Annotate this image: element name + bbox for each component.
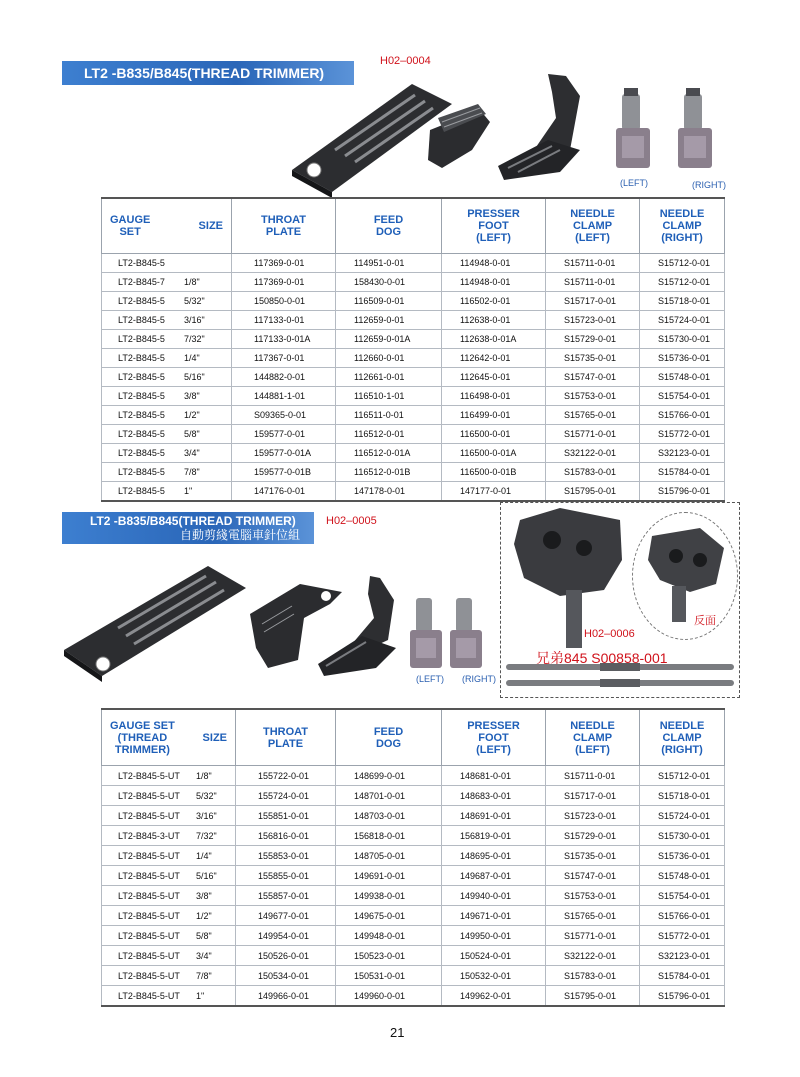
needle-clamp-right-cell: S15796-0-01 xyxy=(640,986,725,1007)
header-gauge-set-size xyxy=(102,709,236,766)
table-row xyxy=(102,986,725,1007)
throat-plate-cell: 155855-0-01 xyxy=(236,866,336,886)
feed-dog-cell: 114951-0-01 xyxy=(336,254,442,273)
gauge-set-cell xyxy=(102,946,236,966)
gauge-set-value: LT2-B845-3-UT xyxy=(118,830,180,841)
feed-dog-cell: 149675-0-01 xyxy=(336,906,442,926)
header-gauge-set: GAUGE SET xyxy=(110,214,151,238)
throat-plate-cell: 117369-0-01 xyxy=(232,273,336,292)
needle-clamp-left-cell: S15765-0-01 xyxy=(546,406,640,425)
needle-clamp-left-cell: S15735-0-01 xyxy=(546,349,640,368)
gauge-set-value: LT2-B845-5-UT xyxy=(118,930,180,941)
presser-foot-cell: 148695-0-01 xyxy=(442,846,546,866)
header-needle-clamp-right: NEEDLE CLAMP (RIGHT) xyxy=(640,198,725,254)
section2-banner-title: LT2 -B835/B845(THREAD TRIMMER) xyxy=(90,514,296,528)
gauge-set-value: LT2-B845-5-UT xyxy=(118,910,180,921)
feed-dog-cell: 112659-0-01 xyxy=(336,311,442,330)
size-value: 5/8" xyxy=(196,930,212,941)
needle-clamp-left-cell: S32122-0-01 xyxy=(546,946,640,966)
needle-clamp-right-cell: S15718-0-01 xyxy=(640,786,725,806)
feed-dog-cell: 149938-0-01 xyxy=(336,886,442,906)
table-row xyxy=(102,946,725,966)
feed-dog-cell: 116512-0-01B xyxy=(336,463,442,482)
needle-clamp-left-cell: S15747-0-01 xyxy=(546,368,640,387)
gauge-set-value: LT2-B845-5 xyxy=(118,391,165,401)
table-row xyxy=(102,786,725,806)
gauge-set-value: LT2-B845-5 xyxy=(118,258,165,268)
header-gauge-set: GAUGE SET (THREAD TRIMMER) xyxy=(110,719,175,756)
feed-dog-cell: 147178-0-01 xyxy=(336,482,442,502)
size-value: 1/4" xyxy=(196,850,212,861)
feed-dog-cell: 116510-1-01 xyxy=(336,387,442,406)
gauge-set-value: LT2-B845-5 xyxy=(118,353,165,363)
needle-clamp-right-image-2 xyxy=(450,598,482,668)
throat-plate-cell: 155857-0-01 xyxy=(236,886,336,906)
presser-foot-cell: 148691-0-01 xyxy=(442,806,546,826)
needle-clamp-left-cell: S15723-0-01 xyxy=(546,311,640,330)
table-row xyxy=(102,926,725,946)
gauge-set-value: LT2-B845-5 xyxy=(118,315,165,325)
size-value: 7/8" xyxy=(184,467,200,477)
feed-dog-cell: 148699-0-01 xyxy=(336,766,442,786)
needle-clamp-left-cell: S15783-0-01 xyxy=(546,966,640,986)
feed-dog-cell: 112661-0-01 xyxy=(336,368,442,387)
gauge-set-value: LT2-B845-5-UT xyxy=(118,970,180,981)
gauge-set-value: LT2-B845-5 xyxy=(118,372,165,382)
size-value: 7/32" xyxy=(184,334,205,344)
size-value: 3/8" xyxy=(184,391,200,401)
section2-spec-table xyxy=(101,708,725,1007)
throat-plate-cell: 150534-0-01 xyxy=(236,966,336,986)
feed-dog-cell: 116512-0-01A xyxy=(336,444,442,463)
needle-clamp-right-cell: S15766-0-01 xyxy=(640,906,725,926)
throat-plate-cell: 117133-0-01 xyxy=(232,311,336,330)
inset-part-code: H02–0006 xyxy=(584,628,635,640)
needle-clamp-right-cell: S32123-0-01 xyxy=(640,946,725,966)
gauge-set-value: LT2-B845-5 xyxy=(118,334,165,344)
gauge-set-value: LT2-B845-5 xyxy=(118,486,165,496)
throat-plate-cell: 144881-1-01 xyxy=(232,387,336,406)
needle-clamp-left-cell: S15795-0-01 xyxy=(546,482,640,502)
gauge-set-value: LT2-B845-5 xyxy=(118,448,165,458)
presser-foot-cell: 156819-0-01 xyxy=(442,826,546,846)
needle-clamp-left-cell: S15747-0-01 xyxy=(546,866,640,886)
presser-foot-cell: 112638-0-01 xyxy=(442,311,546,330)
needle-clamp-right-cell: S15736-0-01 xyxy=(640,349,725,368)
needle-clamp-left-cell: S15753-0-01 xyxy=(546,387,640,406)
presser-foot-cell: 149940-0-01 xyxy=(442,886,546,906)
gauge-set-cell xyxy=(102,866,236,886)
needle-clamp-right-cell: S32123-0-01 xyxy=(640,444,725,463)
needle-clamp-left-cell: S15753-0-01 xyxy=(546,886,640,906)
needle-clamp-right-cell: S15712-0-01 xyxy=(640,766,725,786)
size-value: 7/32" xyxy=(196,830,217,841)
feed-dog-cell: 148705-0-01 xyxy=(336,846,442,866)
needle-clamp-right-cell: S15772-0-01 xyxy=(640,425,725,444)
presser-foot-cell: 116502-0-01 xyxy=(442,292,546,311)
throat-plate-cell: 155724-0-01 xyxy=(236,786,336,806)
table-row xyxy=(102,806,725,826)
gauge-set-cell xyxy=(102,966,236,986)
needle-clamp-left-cell: S15795-0-01 xyxy=(546,986,640,1007)
throat-plate-cell: 155851-0-01 xyxy=(236,806,336,826)
needle-clamp-right-cell: S15730-0-01 xyxy=(640,330,725,349)
size-value: 3/8" xyxy=(196,890,212,901)
needle-clamp-right-cell: S15754-0-01 xyxy=(640,387,725,406)
gauge-set-cell xyxy=(102,906,236,926)
header-throat-plate: THROAT PLATE xyxy=(232,198,336,254)
throat-plate-cell: 150850-0-01 xyxy=(232,292,336,311)
throat-plate-cell: 149966-0-01 xyxy=(236,986,336,1007)
gauge-set-cell xyxy=(102,766,236,786)
needle-clamp-right-cell: S15772-0-01 xyxy=(640,926,725,946)
needle-clamp-left-cell: S15717-0-01 xyxy=(546,292,640,311)
size-value: 1/4" xyxy=(184,353,200,363)
feed-dog-cell: 116511-0-01 xyxy=(336,406,442,425)
needle-clamp-left-cell: S15783-0-01 xyxy=(546,463,640,482)
presser-foot-cell: 149671-0-01 xyxy=(442,906,546,926)
needle-clamp-right-cell: S15730-0-01 xyxy=(640,826,725,846)
feed-dog-image-2 xyxy=(250,584,342,668)
needle-clamp-left-cell: S15717-0-01 xyxy=(546,786,640,806)
presser-foot-cell: 116500-0-01A xyxy=(442,444,546,463)
size-value: 5/32" xyxy=(196,790,217,801)
gauge-set-cell xyxy=(102,986,236,1007)
section2-caption-left: (LEFT) xyxy=(416,674,444,684)
header-size: SIZE xyxy=(202,731,227,744)
page-number: 21 xyxy=(390,1025,405,1040)
header-feed-dog: FEED DOG xyxy=(336,198,442,254)
header-throat-plate: THROAT PLATE xyxy=(236,709,336,766)
table-row xyxy=(102,866,725,886)
size-value: 3/16" xyxy=(196,810,217,821)
gauge-set-value: LT2-B845-5 xyxy=(118,467,165,477)
gauge-set-value: LT2-B845-5-UT xyxy=(118,850,180,861)
throat-plate-cell: 144882-0-01 xyxy=(232,368,336,387)
feed-dog-cell: 150531-0-01 xyxy=(336,966,442,986)
size-value: 3/4" xyxy=(196,950,212,961)
feed-dog-cell: 116509-0-01 xyxy=(336,292,442,311)
presser-foot-cell: 112645-0-01 xyxy=(442,368,546,387)
size-value: 5/8" xyxy=(184,429,200,439)
needle-clamp-right-cell: S15766-0-01 xyxy=(640,406,725,425)
gauge-set-value: LT2-B845-5 xyxy=(118,296,165,306)
throat-plate-cell: 156816-0-01 xyxy=(236,826,336,846)
gauge-set-value: LT2-B845-5-UT xyxy=(118,890,180,901)
presser-foot-cell: 116498-0-01 xyxy=(442,387,546,406)
section2-banner-subtitle: 自動剪綫電腦車針位組 xyxy=(179,528,300,542)
needle-clamp-left-cell: S15771-0-01 xyxy=(546,425,640,444)
feed-dog-cell: 149960-0-01 xyxy=(336,986,442,1007)
inset-back-label: 反面 xyxy=(694,615,716,627)
throat-plate-cell: 117369-0-01 xyxy=(232,254,336,273)
presser-foot-cell: 112642-0-01 xyxy=(442,349,546,368)
feed-dog-cell: 116512-0-01 xyxy=(336,425,442,444)
gauge-set-cell xyxy=(102,806,236,826)
feed-dog-cell: 149948-0-01 xyxy=(336,926,442,946)
inset-part-note: 兄弟845 S00858-001 xyxy=(536,650,668,666)
size-value: 1/8" xyxy=(184,277,200,287)
gauge-set-value: LT2-B845-5-UT xyxy=(118,990,180,1001)
size-value: 5/16" xyxy=(196,870,217,881)
table-row xyxy=(102,846,725,866)
gauge-set-cell xyxy=(102,926,236,946)
presser-foot-cell: 116499-0-01 xyxy=(442,406,546,425)
presser-foot-cell: 148683-0-01 xyxy=(442,786,546,806)
throat-plate-cell: 159577-0-01B xyxy=(232,463,336,482)
presser-foot-cell: 149950-0-01 xyxy=(442,926,546,946)
header-size: SIZE xyxy=(198,220,223,232)
throat-plate-cell: 149677-0-01 xyxy=(236,906,336,926)
feed-dog-cell: 150523-0-01 xyxy=(336,946,442,966)
gauge-set-value: LT2-B845-5-UT xyxy=(118,870,180,881)
section1-caption-left: (LEFT) xyxy=(620,178,648,188)
feed-dog-cell: 149691-0-01 xyxy=(336,866,442,886)
size-value: 1/8" xyxy=(196,770,212,781)
needle-clamp-right-cell: S15748-0-01 xyxy=(640,368,725,387)
size-value: 7/8" xyxy=(196,970,212,981)
presser-foot-cell: 114948-0-01 xyxy=(442,254,546,273)
throat-plate-cell: 159577-0-01A xyxy=(232,444,336,463)
needle-clamp-left-cell: S15711-0-01 xyxy=(546,273,640,292)
table-row xyxy=(102,826,725,846)
presser-foot-cell: 147177-0-01 xyxy=(442,482,546,502)
gauge-set-value: LT2-B845-5-UT xyxy=(118,810,180,821)
needle-clamp-left-cell: S15729-0-01 xyxy=(546,330,640,349)
section1-caption-right: (RIGHT) xyxy=(692,180,726,190)
presser-foot-cell: 150524-0-01 xyxy=(442,946,546,966)
needle-clamp-left-image-2 xyxy=(410,598,442,668)
throat-plate-cell: 147176-0-01 xyxy=(232,482,336,502)
needle-clamp-left-cell: S32122-0-01 xyxy=(546,444,640,463)
table-row xyxy=(102,886,725,906)
gauge-set-value: LT2-B845-5-UT xyxy=(118,770,180,781)
needle-clamp-right-cell: S15736-0-01 xyxy=(640,846,725,866)
throat-plate-cell: 117367-0-01 xyxy=(232,349,336,368)
gauge-set-value: LT2-B845-5 xyxy=(118,429,165,439)
needle-clamp-right-cell: S15712-0-01 xyxy=(640,254,725,273)
size-value: 1" xyxy=(184,486,193,496)
throat-plate-cell: 155853-0-01 xyxy=(236,846,336,866)
gauge-set-cell xyxy=(102,886,236,906)
feed-dog-cell: 156818-0-01 xyxy=(336,826,442,846)
throat-plate-cell: S09365-0-01 xyxy=(232,406,336,425)
needle-clamp-left-cell: S15711-0-01 xyxy=(546,766,640,786)
table-row xyxy=(102,766,725,786)
presser-foot-cell: 149687-0-01 xyxy=(442,866,546,886)
section1-part-code: H02–0004 xyxy=(380,55,431,67)
presser-foot-cell: 116500-0-01B xyxy=(442,463,546,482)
needle-clamp-right-cell: S15718-0-01 xyxy=(640,292,725,311)
gauge-set-cell xyxy=(102,786,236,806)
needle-clamp-left-cell: S15711-0-01 xyxy=(546,254,640,273)
table-row xyxy=(102,906,725,926)
presser-foot-cell: 149962-0-01 xyxy=(442,986,546,1007)
needle-clamp-right-cell: S15724-0-01 xyxy=(640,311,725,330)
gauge-set-cell xyxy=(102,826,236,846)
presser-foot-cell: 112638-0-01A xyxy=(442,330,546,349)
header-needle-clamp-left: NEEDLE CLAMP (LEFT) xyxy=(546,709,640,766)
section2-part-code: H02–0005 xyxy=(326,515,377,527)
section2-caption-right: (RIGHT) xyxy=(462,674,496,684)
gauge-set-value: LT2-B845-5 xyxy=(118,410,165,420)
size-value: 5/32" xyxy=(184,296,205,306)
needle-clamp-right-cell: S15748-0-01 xyxy=(640,866,725,886)
needle-bar-back-circle xyxy=(632,512,738,640)
throat-plate-cell: 159577-0-01 xyxy=(232,425,336,444)
size-value: 5/16" xyxy=(184,372,205,382)
presser-foot-cell: 116500-0-01 xyxy=(442,425,546,444)
header-presser-foot: PRESSER FOOT (LEFT) xyxy=(442,198,546,254)
header-needle-clamp-right: NEEDLE CLAMP (RIGHT) xyxy=(640,709,725,766)
presser-foot-cell: 150532-0-01 xyxy=(442,966,546,986)
needle-clamp-right-cell: S15754-0-01 xyxy=(640,886,725,906)
needle-clamp-right-cell: S15796-0-01 xyxy=(640,482,725,502)
header-presser-foot: PRESSER FOOT (LEFT) xyxy=(442,709,546,766)
size-value: 3/4" xyxy=(184,448,200,458)
feed-dog-cell: 112660-0-01 xyxy=(336,349,442,368)
needle-clamp-right-cell: S15724-0-01 xyxy=(640,806,725,826)
gauge-set-value: LT2-B845-5-UT xyxy=(118,950,180,961)
presser-foot-cell: 114948-0-01 xyxy=(442,273,546,292)
gauge-set-value: LT2-B845-5-UT xyxy=(118,790,180,801)
needle-clamp-left-cell: S15723-0-01 xyxy=(546,806,640,826)
feed-dog-cell: 148701-0-01 xyxy=(336,786,442,806)
throat-plate-cell: 155722-0-01 xyxy=(236,766,336,786)
needle-clamp-left-cell: S15729-0-01 xyxy=(546,826,640,846)
section1-banner-title: LT2 -B835/B845(THREAD TRIMMER) xyxy=(84,65,325,81)
size-value: 1/2" xyxy=(184,410,200,420)
needle-clamp-right-cell: S15712-0-01 xyxy=(640,273,725,292)
feed-dog-cell: 112659-0-01A xyxy=(336,330,442,349)
needle-clamp-right-cell: S15784-0-01 xyxy=(640,966,725,986)
gauge-set-value: LT2-B845-7 xyxy=(118,277,165,287)
throat-plate-image-2 xyxy=(64,566,246,682)
gauge-set-cell xyxy=(102,846,236,866)
feed-dog-cell: 148703-0-01 xyxy=(336,806,442,826)
presser-foot-cell: 148681-0-01 xyxy=(442,766,546,786)
needle-clamp-right-cell: S15784-0-01 xyxy=(640,463,725,482)
needle-clamp-left-cell: S15771-0-01 xyxy=(546,926,640,946)
throat-plate-cell: 149954-0-01 xyxy=(236,926,336,946)
header-feed-dog: FEED DOG xyxy=(336,709,442,766)
header-needle-clamp-left: NEEDLE CLAMP (LEFT) xyxy=(546,198,640,254)
needle-clamp-left-cell: S15735-0-01 xyxy=(546,846,640,866)
table-row xyxy=(102,966,725,986)
feed-dog-cell: 158430-0-01 xyxy=(336,273,442,292)
throat-plate-cell: 117133-0-01A xyxy=(232,330,336,349)
throat-plate-cell: 150526-0-01 xyxy=(236,946,336,966)
size-value: 1" xyxy=(196,990,205,1001)
size-value: 3/16" xyxy=(184,315,205,325)
size-value: 1/2" xyxy=(196,910,212,921)
needle-clamp-left-cell: S15765-0-01 xyxy=(546,906,640,926)
